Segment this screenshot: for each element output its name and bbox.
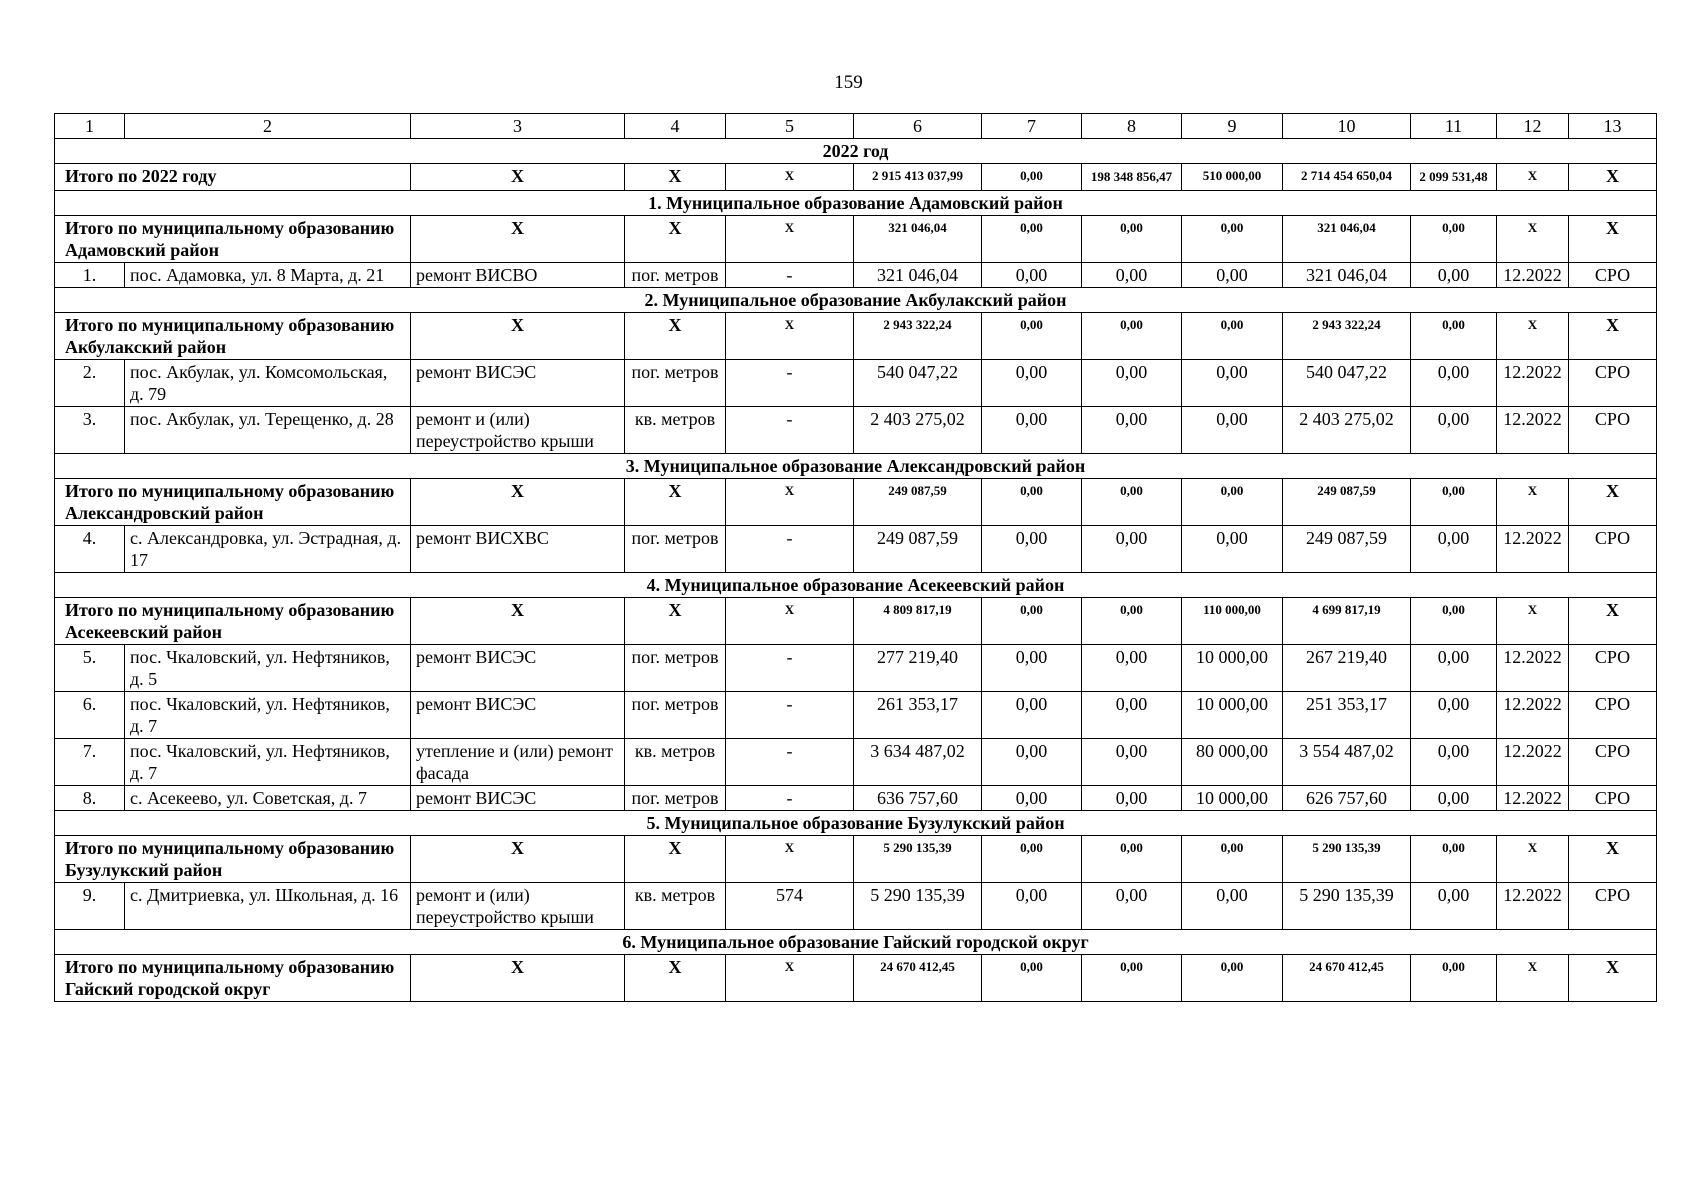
row-address: пос. Акбулак, ул. Терещенко, д. 28 [125, 407, 411, 454]
row-c11: 0,00 [1411, 645, 1497, 692]
section-total-c10: 5 290 135,39 [1283, 836, 1411, 883]
row-address: пос. Чкаловский, ул. Нефтяников, д. 5 [125, 645, 411, 692]
column-number: 8 [1082, 114, 1182, 139]
column-number: 12 [1497, 114, 1569, 139]
section-total-c13: X [1569, 479, 1657, 526]
grand-total-c9: 510 000,00 [1182, 164, 1283, 191]
grand-total-c3: X [411, 164, 625, 191]
section-total-c13: X [1569, 313, 1657, 360]
section-title: 4. Муниципальное образование Асекеевский район [55, 573, 1657, 598]
section-total-label: Итого по муниципальному образованию Адамовский район [55, 216, 411, 263]
row-quantity: - [726, 692, 854, 739]
grand-total-c6: 2 915 413 037,99 [854, 164, 982, 191]
row-c9: 10 000,00 [1182, 692, 1283, 739]
section-title: 6. Муниципальное образование Гайский городской округ [55, 930, 1657, 955]
table-row [55, 739, 1657, 786]
row-c8: 0,00 [1082, 692, 1182, 739]
grand-total-label: Итого по 2022 году [55, 164, 411, 191]
row-number: 6. [55, 692, 125, 739]
row-quantity: 574 [726, 883, 854, 930]
row-number: 4. [55, 526, 125, 573]
grand-total-c8: 198 348 856,47 [1082, 164, 1182, 191]
row-method: СРО [1569, 883, 1657, 930]
row-c6: 3 634 487,02 [854, 739, 982, 786]
page-number: 159 [834, 72, 863, 93]
row-address: пос. Адамовка, ул. 8 Марта, д. 21 [125, 263, 411, 288]
section-title: 1. Муниципальное образование Адамовский район [55, 191, 1657, 216]
row-method: СРО [1569, 786, 1657, 811]
section-total-c7: 0,00 [982, 955, 1082, 1002]
row-c6: 321 046,04 [854, 263, 982, 288]
section-header-row [55, 454, 1657, 479]
section-total-c7: 0,00 [982, 313, 1082, 360]
row-address: пос. Акбулак, ул. Комсомольская, д. 79 [125, 360, 411, 407]
section-total-c9: 0,00 [1182, 216, 1283, 263]
row-date: 12.2022 [1497, 263, 1569, 288]
section-header-row [55, 930, 1657, 955]
section-total-c10: 4 699 817,19 [1283, 598, 1411, 645]
grand-total-row [55, 164, 1657, 191]
row-date: 12.2022 [1497, 526, 1569, 573]
row-c6: 540 047,22 [854, 360, 982, 407]
section-total-c7: 0,00 [982, 598, 1082, 645]
section-header-row [55, 288, 1657, 313]
row-quantity: - [726, 739, 854, 786]
section-total-c6: 24 670 412,45 [854, 955, 982, 1002]
section-total-c12: X [1497, 216, 1569, 263]
row-c7: 0,00 [982, 739, 1082, 786]
section-total-c7: 0,00 [982, 479, 1082, 526]
row-work-type: ремонт и (или) переустройство крыши [411, 407, 625, 454]
section-total-c11: 0,00 [1411, 216, 1497, 263]
row-c9: 0,00 [1182, 360, 1283, 407]
section-total-c4: X [625, 836, 726, 883]
row-c8: 0,00 [1082, 263, 1182, 288]
row-c10: 626 757,60 [1283, 786, 1411, 811]
row-number: 8. [55, 786, 125, 811]
row-c11: 0,00 [1411, 786, 1497, 811]
section-total-row [55, 313, 1657, 360]
row-number: 9. [55, 883, 125, 930]
row-unit: пог. метров [625, 692, 726, 739]
row-method: СРО [1569, 739, 1657, 786]
row-unit: кв. метров [625, 883, 726, 930]
column-number-row [55, 114, 1657, 139]
table-row [55, 263, 1657, 288]
section-total-c12: X [1497, 955, 1569, 1002]
row-quantity: - [726, 263, 854, 288]
section-total-label: Итого по муниципальному образованию Бузулукский район [55, 836, 411, 883]
row-unit: пог. метров [625, 526, 726, 573]
section-total-label: Итого по муниципальному образованию Александровский район [55, 479, 411, 526]
table-row [55, 786, 1657, 811]
row-work-type: ремонт ВИСХВС [411, 526, 625, 573]
row-method: СРО [1569, 692, 1657, 739]
row-work-type: ремонт ВИСЭС [411, 360, 625, 407]
section-total-c5: X [726, 598, 854, 645]
row-quantity: - [726, 526, 854, 573]
row-c6: 277 219,40 [854, 645, 982, 692]
section-header-row [55, 811, 1657, 836]
row-c9: 10 000,00 [1182, 786, 1283, 811]
section-total-c6: 5 290 135,39 [854, 836, 982, 883]
row-work-type: утепление и (или) ремонт фасада [411, 739, 625, 786]
section-total-c3: X [411, 955, 625, 1002]
section-header-row [55, 573, 1657, 598]
row-c6: 249 087,59 [854, 526, 982, 573]
section-total-c12: X [1497, 479, 1569, 526]
section-total-c12: X [1497, 598, 1569, 645]
row-c10: 267 219,40 [1283, 645, 1411, 692]
section-total-c4: X [625, 598, 726, 645]
table-row [55, 407, 1657, 454]
grand-total-c11: 2 099 531,48 [1411, 164, 1497, 191]
row-c8: 0,00 [1082, 786, 1182, 811]
section-total-c4: X [625, 479, 726, 526]
section-total-c8: 0,00 [1082, 598, 1182, 645]
row-c10: 321 046,04 [1283, 263, 1411, 288]
section-total-row [55, 479, 1657, 526]
row-method: СРО [1569, 645, 1657, 692]
row-number: 2. [55, 360, 125, 407]
section-total-c3: X [411, 216, 625, 263]
section-total-c9: 0,00 [1182, 955, 1283, 1002]
row-work-type: ремонт ВИСЭС [411, 692, 625, 739]
section-title: 2. Муниципальное образование Акбулакский район [55, 288, 1657, 313]
section-total-c13: X [1569, 955, 1657, 1002]
section-total-c5: X [726, 836, 854, 883]
section-total-c9: 0,00 [1182, 479, 1283, 526]
section-header-row [55, 191, 1657, 216]
section-total-row [55, 216, 1657, 263]
section-total-c6: 2 943 322,24 [854, 313, 982, 360]
row-c11: 0,00 [1411, 526, 1497, 573]
column-number: 3 [411, 114, 625, 139]
grand-total-c13: X [1569, 164, 1657, 191]
section-total-c5: X [726, 955, 854, 1002]
section-total-c8: 0,00 [1082, 955, 1182, 1002]
row-number: 1. [55, 263, 125, 288]
row-c11: 0,00 [1411, 739, 1497, 786]
row-work-type: ремонт и (или) переустройство крыши [411, 883, 625, 930]
row-c6: 2 403 275,02 [854, 407, 982, 454]
row-c7: 0,00 [982, 692, 1082, 739]
row-date: 12.2022 [1497, 692, 1569, 739]
row-number: 7. [55, 739, 125, 786]
row-c7: 0,00 [982, 407, 1082, 454]
section-total-c11: 0,00 [1411, 836, 1497, 883]
row-address: с. Дмитриевка, ул. Школьная, д. 16 [125, 883, 411, 930]
grand-total-c10: 2 714 454 650,04 [1283, 164, 1411, 191]
row-quantity: - [726, 786, 854, 811]
row-unit: пог. метров [625, 786, 726, 811]
row-c7: 0,00 [982, 526, 1082, 573]
row-date: 12.2022 [1497, 360, 1569, 407]
row-quantity: - [726, 360, 854, 407]
row-c8: 0,00 [1082, 883, 1182, 930]
column-number: 4 [625, 114, 726, 139]
section-total-c4: X [625, 313, 726, 360]
section-total-c12: X [1497, 836, 1569, 883]
section-total-c13: X [1569, 598, 1657, 645]
row-work-type: ремонт ВИСЭС [411, 645, 625, 692]
row-address: с. Александровка, ул. Эстрадная, д. 17 [125, 526, 411, 573]
row-address: с. Асекеево, ул. Советская, д. 7 [125, 786, 411, 811]
section-total-c6: 321 046,04 [854, 216, 982, 263]
section-total-c10: 249 087,59 [1283, 479, 1411, 526]
grand-total-c7: 0,00 [982, 164, 1082, 191]
row-c10: 3 554 487,02 [1283, 739, 1411, 786]
column-number: 6 [854, 114, 982, 139]
section-total-label: Итого по муниципальному образованию Гайский городской округ [55, 955, 411, 1002]
row-c7: 0,00 [982, 263, 1082, 288]
grand-total-c4: X [625, 164, 726, 191]
section-total-row [55, 598, 1657, 645]
row-c7: 0,00 [982, 786, 1082, 811]
row-number: 5. [55, 645, 125, 692]
row-date: 12.2022 [1497, 786, 1569, 811]
row-c10: 540 047,22 [1283, 360, 1411, 407]
row-unit: кв. метров [625, 407, 726, 454]
row-work-type: ремонт ВИСЭС [411, 786, 625, 811]
row-c11: 0,00 [1411, 360, 1497, 407]
row-method: СРО [1569, 263, 1657, 288]
section-total-c8: 0,00 [1082, 836, 1182, 883]
row-c8: 0,00 [1082, 526, 1182, 573]
row-c7: 0,00 [982, 360, 1082, 407]
section-total-c5: X [726, 479, 854, 526]
section-total-row [55, 836, 1657, 883]
row-date: 12.2022 [1497, 645, 1569, 692]
row-c8: 0,00 [1082, 739, 1182, 786]
section-total-row [55, 955, 1657, 1002]
row-c9: 80 000,00 [1182, 739, 1283, 786]
row-date: 12.2022 [1497, 407, 1569, 454]
row-c10: 251 353,17 [1283, 692, 1411, 739]
program-table [54, 113, 1657, 1002]
section-total-c7: 0,00 [982, 216, 1082, 263]
section-total-c11: 0,00 [1411, 598, 1497, 645]
section-total-c7: 0,00 [982, 836, 1082, 883]
row-c9: 0,00 [1182, 263, 1283, 288]
section-total-c4: X [625, 955, 726, 1002]
year-title: 2022 год [55, 139, 1657, 164]
row-c11: 0,00 [1411, 407, 1497, 454]
table-row [55, 883, 1657, 930]
row-c6: 261 353,17 [854, 692, 982, 739]
column-number: 5 [726, 114, 854, 139]
row-c11: 0,00 [1411, 692, 1497, 739]
row-c11: 0,00 [1411, 263, 1497, 288]
section-total-c12: X [1497, 313, 1569, 360]
row-unit: пог. метров [625, 645, 726, 692]
section-total-c10: 24 670 412,45 [1283, 955, 1411, 1002]
table-body [55, 114, 1657, 1002]
section-total-c10: 321 046,04 [1283, 216, 1411, 263]
row-c9: 10 000,00 [1182, 645, 1283, 692]
row-quantity: - [726, 645, 854, 692]
row-c8: 0,00 [1082, 645, 1182, 692]
row-c9: 0,00 [1182, 526, 1283, 573]
column-number: 11 [1411, 114, 1497, 139]
row-c8: 0,00 [1082, 407, 1182, 454]
row-unit: кв. метров [625, 739, 726, 786]
row-address: пос. Чкаловский, ул. Нефтяников, д. 7 [125, 739, 411, 786]
column-number: 10 [1283, 114, 1411, 139]
column-number: 7 [982, 114, 1082, 139]
row-c8: 0,00 [1082, 360, 1182, 407]
table-row [55, 526, 1657, 573]
row-c10: 5 290 135,39 [1283, 883, 1411, 930]
column-number: 9 [1182, 114, 1283, 139]
row-method: СРО [1569, 360, 1657, 407]
row-c10: 249 087,59 [1283, 526, 1411, 573]
row-method: СРО [1569, 407, 1657, 454]
section-total-c3: X [411, 313, 625, 360]
row-c11: 0,00 [1411, 883, 1497, 930]
column-number: 2 [125, 114, 411, 139]
section-total-c11: 0,00 [1411, 479, 1497, 526]
section-total-c11: 0,00 [1411, 313, 1497, 360]
section-total-c9: 110 000,00 [1182, 598, 1283, 645]
section-total-c9: 0,00 [1182, 313, 1283, 360]
row-c6: 636 757,60 [854, 786, 982, 811]
row-method: СРО [1569, 526, 1657, 573]
row-c6: 5 290 135,39 [854, 883, 982, 930]
table-row [55, 645, 1657, 692]
column-number: 1 [55, 114, 125, 139]
section-title: 5. Муниципальное образование Бузулукский район [55, 811, 1657, 836]
row-number: 3. [55, 407, 125, 454]
row-c9: 0,00 [1182, 407, 1283, 454]
section-total-c8: 0,00 [1082, 216, 1182, 263]
grand-total-c5: X [726, 164, 854, 191]
section-total-c13: X [1569, 216, 1657, 263]
section-total-label: Итого по муниципальному образованию Асекеевский район [55, 598, 411, 645]
table-row [55, 360, 1657, 407]
section-total-c8: 0,00 [1082, 479, 1182, 526]
section-total-c5: X [726, 313, 854, 360]
section-total-c8: 0,00 [1082, 313, 1182, 360]
row-date: 12.2022 [1497, 883, 1569, 930]
section-total-c3: X [411, 598, 625, 645]
section-total-c13: X [1569, 836, 1657, 883]
row-unit: пог. метров [625, 263, 726, 288]
section-total-c10: 2 943 322,24 [1283, 313, 1411, 360]
section-total-c6: 249 087,59 [854, 479, 982, 526]
row-c10: 2 403 275,02 [1283, 407, 1411, 454]
row-c9: 0,00 [1182, 883, 1283, 930]
section-total-c4: X [625, 216, 726, 263]
row-date: 12.2022 [1497, 739, 1569, 786]
section-total-c11: 0,00 [1411, 955, 1497, 1002]
year-row [55, 139, 1657, 164]
section-total-label: Итого по муниципальному образованию Акбулакский район [55, 313, 411, 360]
section-title: 3. Муниципальное образование Александровский район [55, 454, 1657, 479]
row-address: пос. Чкаловский, ул. Нефтяников, д. 7 [125, 692, 411, 739]
row-quantity: - [726, 407, 854, 454]
section-total-c9: 0,00 [1182, 836, 1283, 883]
row-work-type: ремонт ВИСВО [411, 263, 625, 288]
row-c7: 0,00 [982, 645, 1082, 692]
column-number: 13 [1569, 114, 1657, 139]
section-total-c5: X [726, 216, 854, 263]
table-row [55, 692, 1657, 739]
row-c7: 0,00 [982, 883, 1082, 930]
section-total-c6: 4 809 817,19 [854, 598, 982, 645]
section-total-c3: X [411, 836, 625, 883]
row-unit: пог. метров [625, 360, 726, 407]
section-total-c3: X [411, 479, 625, 526]
grand-total-c12: X [1497, 164, 1569, 191]
